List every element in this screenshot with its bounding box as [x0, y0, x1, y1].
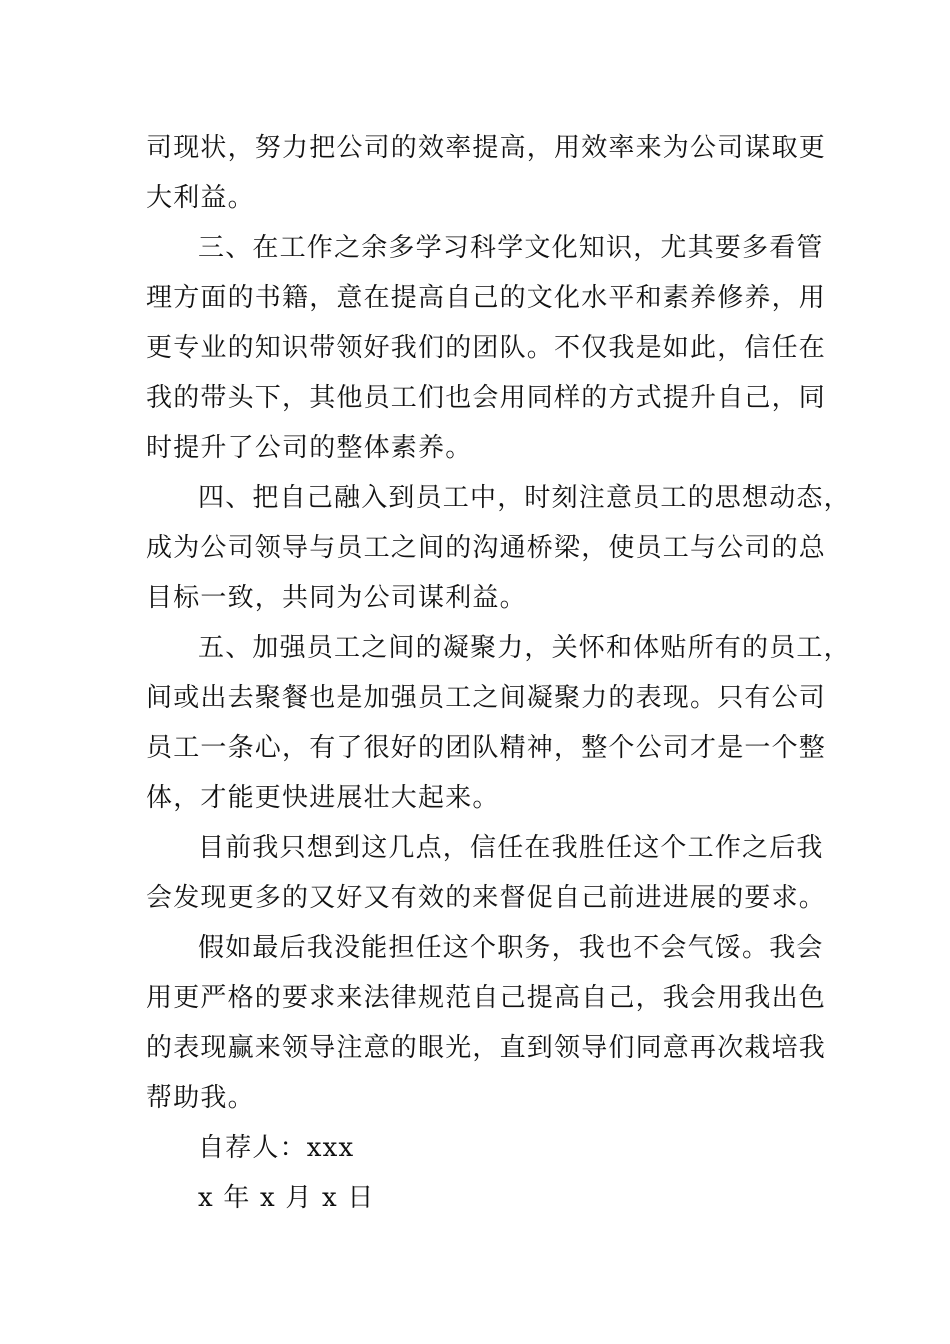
- paragraph-line: 假如最后我没能担任这个职务，我也不会气馁。我会: [198, 933, 824, 963]
- paragraph-line: 体，才能更快进展壮大起来。: [146, 783, 500, 813]
- paragraph-line: 大利益。: [146, 183, 255, 213]
- paragraph-line: 五、加强员工之间的凝聚力，关怀和体贴所有的员工，: [198, 633, 851, 663]
- signature-line: 自荐人：xxx: [198, 1133, 355, 1163]
- paragraph-line: 帮助我。: [146, 1083, 255, 1113]
- paragraph-line: 用更严格的要求来法律规范自己提高自己，我会用我出色: [146, 983, 827, 1013]
- paragraph-line: 目标一致，共同为公司谋利益。: [146, 583, 527, 613]
- paragraph-line: 目前我只想到这几点，信任在我胜任这个工作之后我: [198, 833, 824, 863]
- paragraph-line: 更专业的知识带领好我们的团队。不仅我是如此，信任在: [146, 333, 827, 363]
- paragraph-line: 的表现赢来领导注意的眼光，直到领导们同意再次栽培我: [146, 1033, 827, 1063]
- paragraph-line: 三、在工作之余多学习科学文化知识，尤其要多看管: [198, 233, 824, 263]
- paragraph-line: 理方面的书籍，意在提高自己的文化水平和素养修养，用: [146, 283, 827, 313]
- paragraph-line: 成为公司领导与员工之间的沟通桥梁，使员工与公司的总: [146, 533, 827, 563]
- paragraph-line: 间或出去聚餐也是加强员工之间凝聚力的表现。只有公司: [146, 683, 827, 713]
- paragraph-line: 四、把自己融入到员工中，时刻注意员工的思想动态，: [198, 483, 851, 513]
- paragraph-line: 我的带头下，其他员工们也会用同样的方式提升自己，同: [146, 383, 827, 413]
- paragraph-line: 时提升了公司的整体素养。: [146, 433, 473, 463]
- paragraph-line: 员工一条心，有了很好的团队精神，整个公司才是一个整: [146, 733, 827, 763]
- date-line: x 年 x 月 x 日: [198, 1183, 375, 1213]
- paragraph-line: 司现状，努力把公司的效率提高，用效率来为公司谋取更: [146, 133, 827, 163]
- paragraph-line: 会发现更多的又好又有效的来督促自己前进进展的要求。: [146, 883, 827, 913]
